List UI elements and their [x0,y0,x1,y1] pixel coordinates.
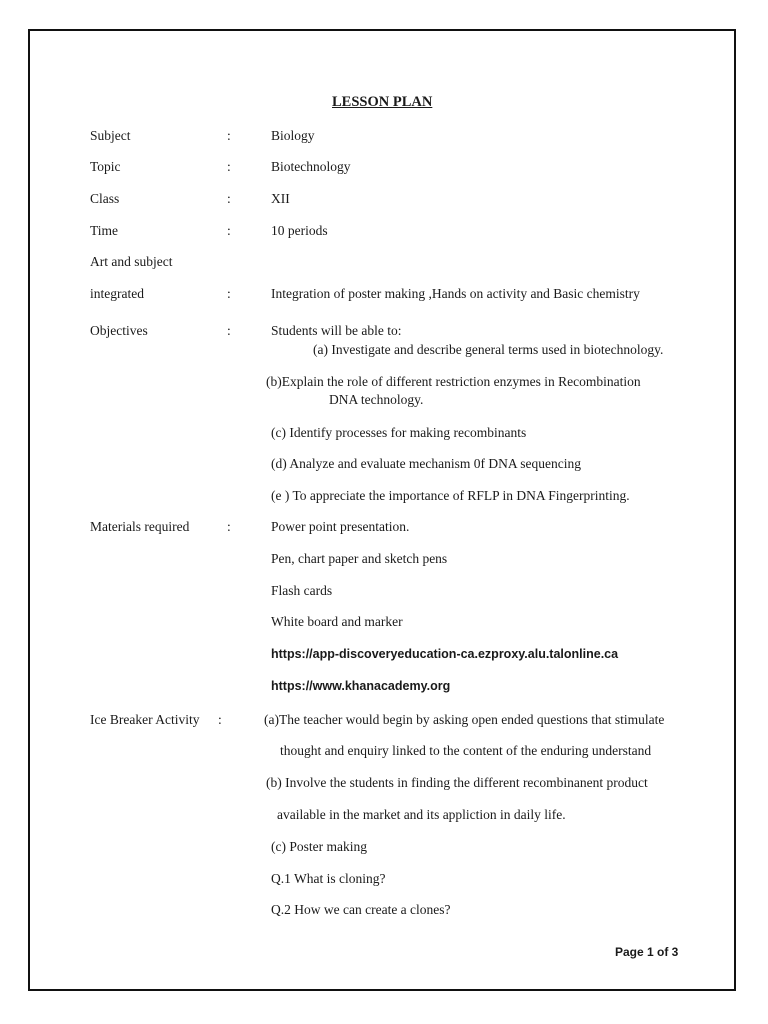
objective-d: (d) Analyze and evaluate mechanism 0f DNA sequencing [271,456,582,471]
material-item: Flash cards [271,583,333,598]
material-item: Power point presentation. [271,519,410,534]
objective-e: (e ) To appreciate the importance of RFLP in DNA Fingerprinting. [271,488,630,503]
objective-c: (c) Identify processes for making recombinants [271,425,527,440]
icebreaker-b-line2: available in the market and its appliction in daily life. [277,807,566,822]
label-integrated-line1: Art and subject [90,254,173,269]
label-class: Class [90,191,120,206]
colon-class: : [227,191,231,206]
material-item: White board and marker [271,614,403,629]
label-objectives: Objectives [90,323,148,338]
icebreaker-question-1: Q.1 What is cloning? [271,871,386,886]
value-class: XII [271,191,290,206]
objective-a: (a) Investigate and describe general terms used in biotechnology. [313,342,664,357]
colon-topic: : [227,159,231,174]
label-time: Time [90,223,119,238]
colon-objectives: : [227,323,231,338]
value-topic: Biotechnology [271,159,351,174]
label-integrated-line2: integrated [90,286,144,301]
colon-subject: : [227,128,231,143]
label-subject: Subject [90,128,131,143]
material-item: Pen, chart paper and sketch pens [271,551,448,566]
page-title: LESSON PLAN [332,94,433,110]
page-border [28,29,736,991]
colon-integrated: : [227,286,231,301]
value-integrated: Integration of poster making ,Hands on activity and Basic chemistry [271,286,640,301]
icebreaker-c: (c) Poster making [271,839,367,854]
objectives-intro: Students will be able to: [271,323,402,338]
icebreaker-a-line1: (a)The teacher would begin by asking open ended questions that stimulate [264,712,665,727]
objective-b-line2: DNA technology. [329,392,424,407]
objective-b-line1: (b)Explain the role of different restriction enzymes in Recombination [266,374,641,389]
page-number: Page 1 of 3 [615,945,679,959]
value-subject: Biology [271,128,315,143]
value-time: 10 periods [271,223,328,238]
colon-time: : [227,223,231,238]
label-topic: Topic [90,159,121,174]
label-materials: Materials required [90,519,190,534]
label-icebreaker: Ice Breaker Activity [90,712,200,727]
icebreaker-a-line2: thought and enquiry linked to the content of the enduring understand [280,743,652,758]
material-link[interactable]: https://app-discoveryeducation-ca.ezproxy.alu.talonline.ca [271,647,619,661]
icebreaker-question-2: Q.2 How we can create a clones? [271,902,451,917]
material-link[interactable]: https://www.khanacademy.org [271,679,451,693]
colon-icebreaker: : [218,712,222,727]
colon-materials: : [227,519,231,534]
icebreaker-b-line1: (b) Involve the students in finding the different recombinanent product [266,775,648,790]
